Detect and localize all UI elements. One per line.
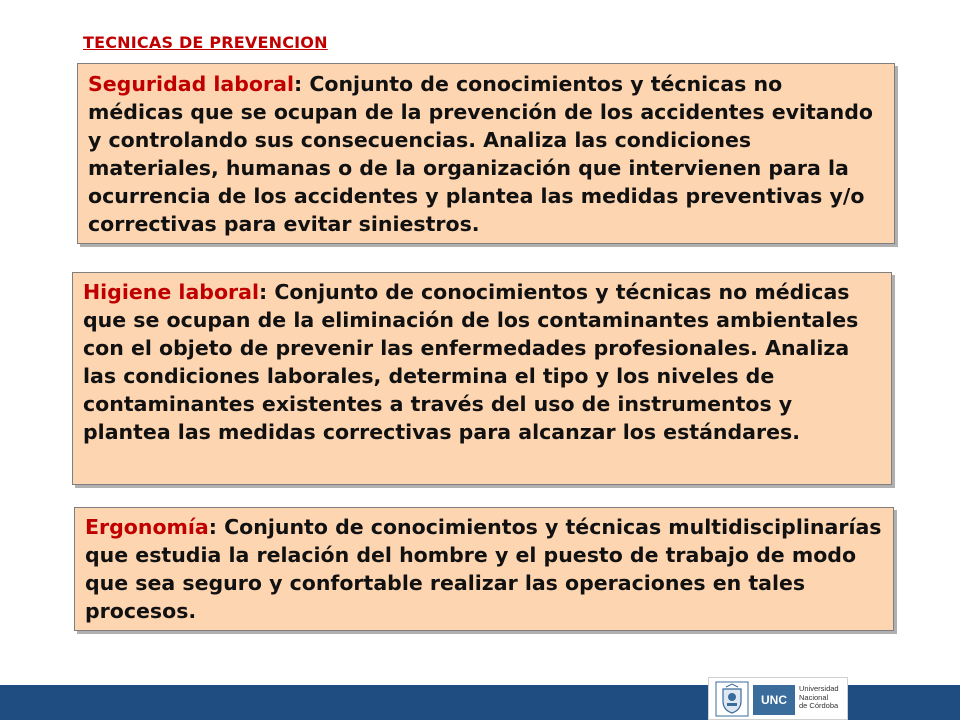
slide-title: TECNICAS DE PREVENCION [83,33,328,52]
logo-name-line: Nacional [799,692,829,702]
term-seguridad-laboral: Seguridad laboral [88,72,294,96]
definition-seguridad-laboral: : Conjunto de conocimientos y técnicas no médicas que se ocupan de la prevención de los accidentes evitando y controlando sus consecuencias. Analiza las condiciones materiales, humanas o de la organización que intervienen para la ocurrencia de los accidentes y plantea las medidas preventivas y/o correctivas para evitar siniestros. [88,72,873,236]
logo-abbreviation: UNC [753,685,795,715]
term-ergonomia: Ergonomía [85,515,209,539]
university-seal-icon [715,681,749,717]
logo-name-line: de Córdoba [799,701,839,710]
definition-ergonomia: : Conjunto de conocimientos y técnicas multidisciplinarías que estudia la relación del hombre y el puesto de trabajo de modo que sea seguro y confortable realizar las operaciones en tales procesos. [85,515,882,623]
logo-name-line: Universidad [799,684,839,693]
definition-box-higiene [72,272,892,485]
definition-box-seguridad [77,63,895,244]
definition-higiene-laboral: : Conjunto de conocimientos y técnicas no médicas que se ocupan de la eliminación de los contaminantes ambientales con el objeto de prevenir las enfermedades profesionales. Analiza las condiciones laborales, determina el tipo y los niveles de contaminantes existentes a través del uso de instrumentos y plantea las medidas correctivas para alcanzar los estándares. [83,280,859,444]
term-higiene-laboral: Higiene laboral [83,280,260,304]
logo-university-name [799,685,847,711]
definition-box-ergonomia [74,507,894,631]
university-logo [708,677,848,720]
